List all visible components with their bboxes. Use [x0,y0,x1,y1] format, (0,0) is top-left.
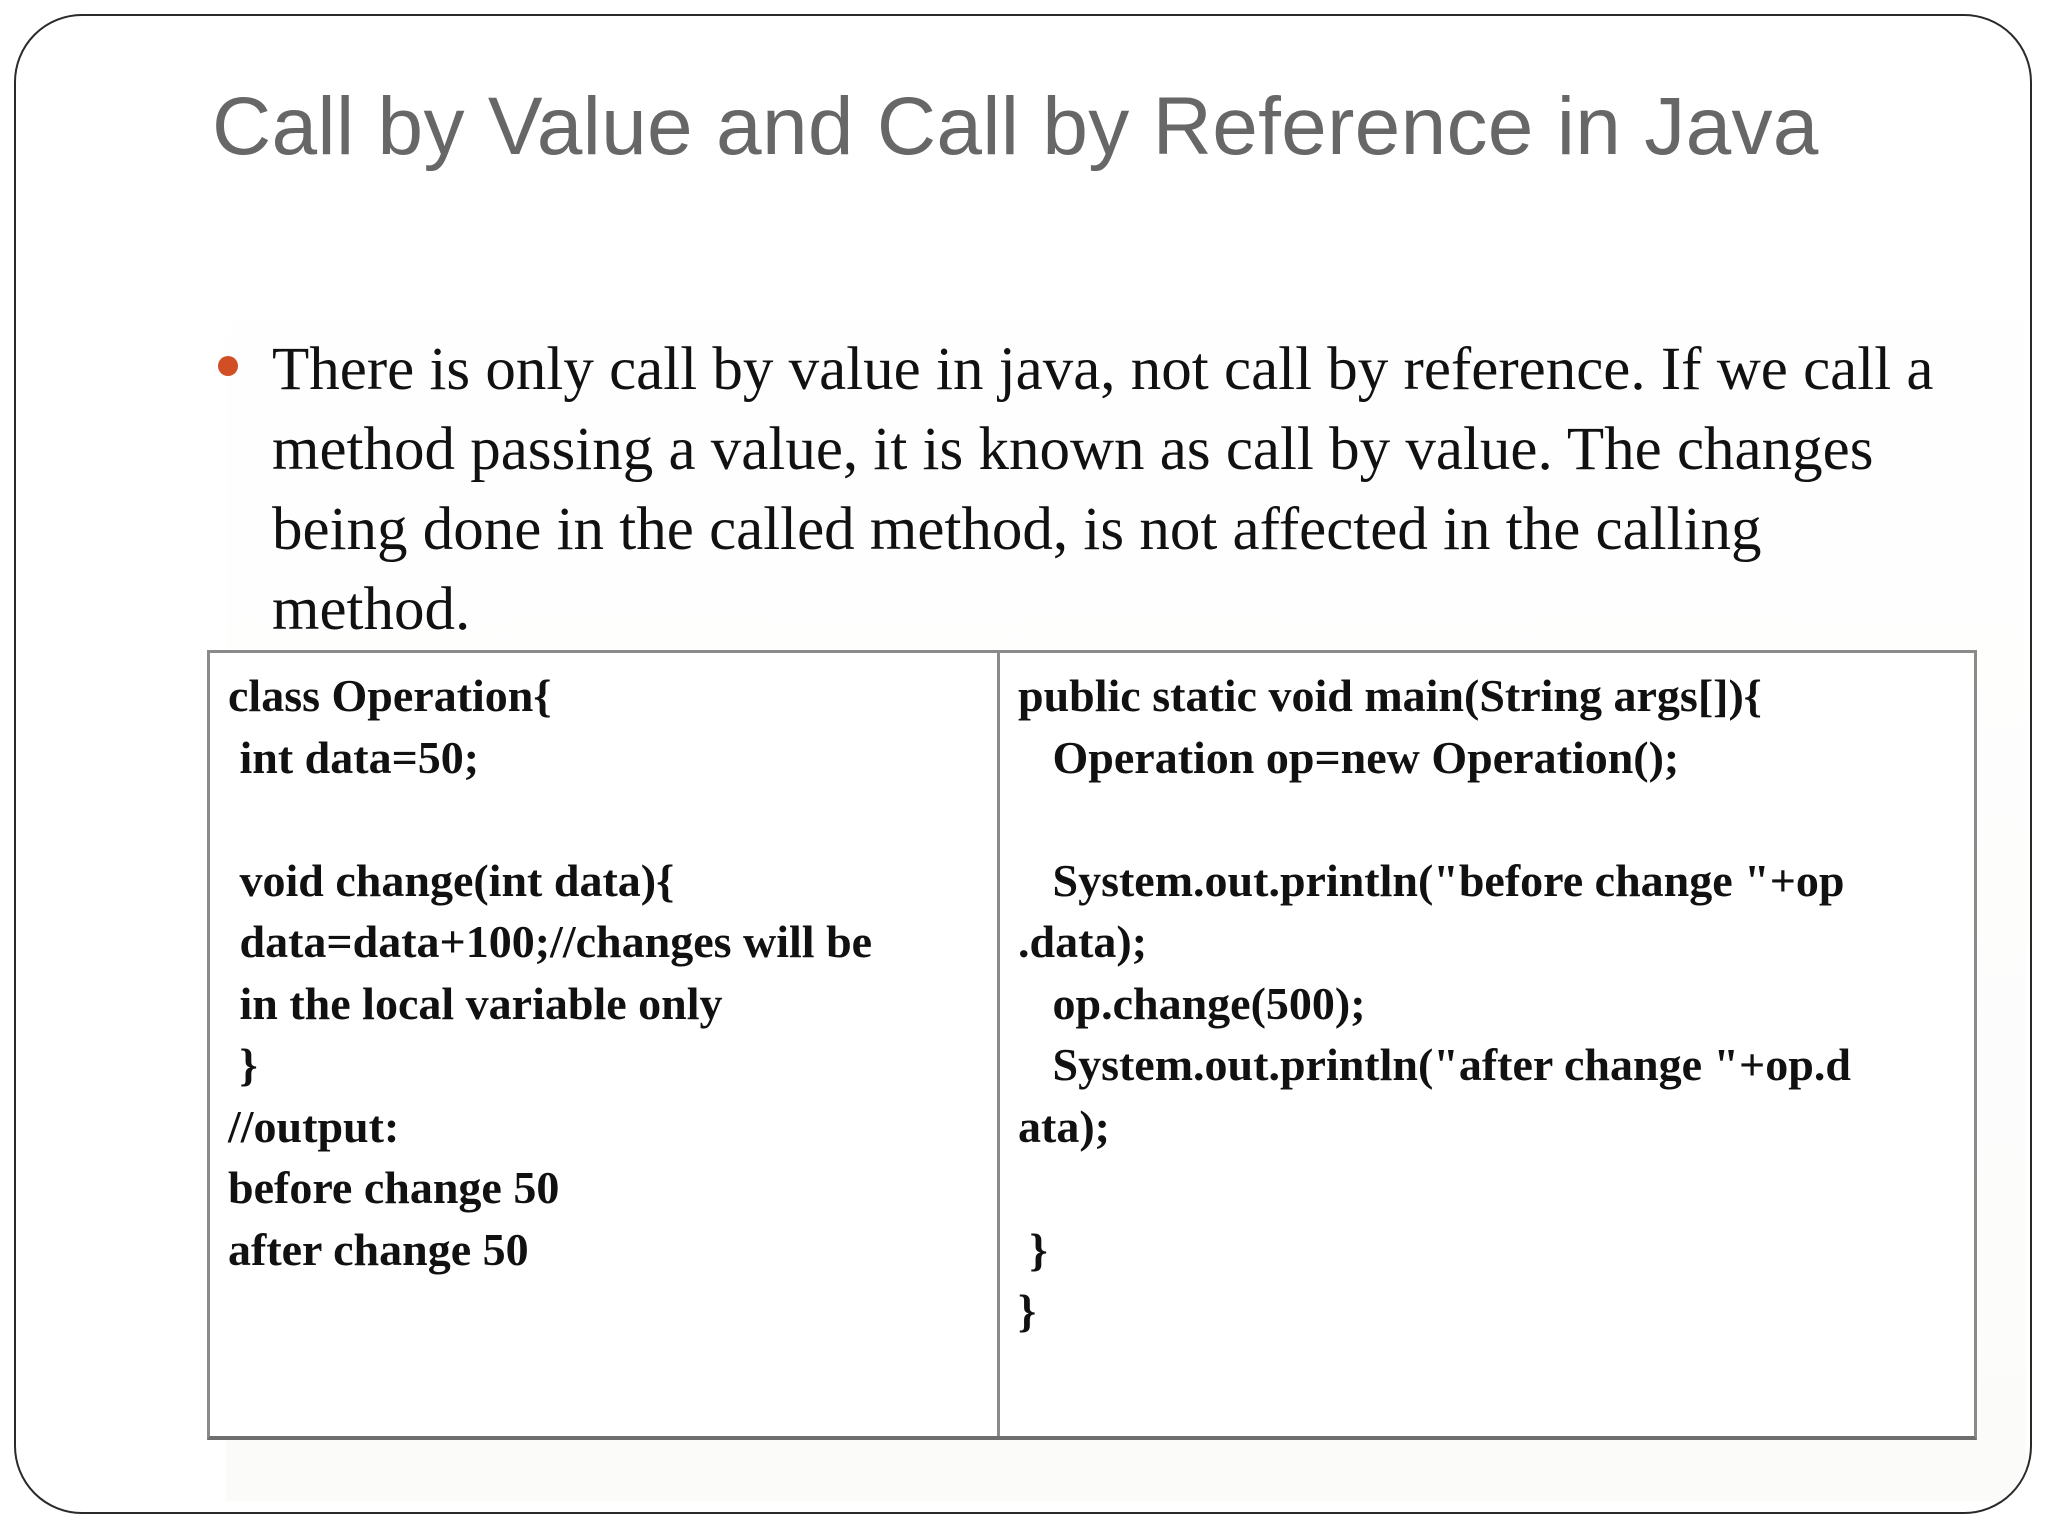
code-cell-main-method [1000,653,1974,1436]
code-table [207,650,1977,1440]
bullet-point-icon [218,356,238,376]
code-line: //output: [228,1100,400,1152]
code-line: data=data+100;//changes will be [228,916,873,967]
code-line: void change(int data){ [228,854,675,906]
code-line: int data=50; [228,731,480,783]
code-line: op.change(500); [1018,977,1366,1029]
code-line: class Operation{ [228,670,552,721]
code-line: Operation op=new Operation(); [1018,731,1680,783]
code-line [1018,1157,1956,1219]
code-line: ata); [1018,1100,1110,1152]
code-line: System.out.println("before change "+op [1018,854,1845,906]
code-line: } [228,1039,258,1090]
code-line: in the local variable only [228,977,723,1029]
slide-title: Call by Value and Call by Reference in Java [212,81,1819,172]
bullet-text: There is only call by value in java, not call by reference. If we call a method passing a value, it is known as call by value. The changes being done in the called method, is not affected in the calling method. [272,336,1934,643]
code-line [1018,788,1956,850]
code-line: before change 50 [228,1162,560,1213]
code-cell-operation-class [210,653,1000,1436]
code-line [228,788,979,850]
code-line: System.out.println("after change "+op.d [1018,1039,1851,1090]
code-line: after change 50 [228,1223,529,1275]
code-line: public static void main(String args[]){ [1018,670,1762,721]
code-line: .data); [1018,916,1148,967]
code-line: } [1018,1285,1037,1336]
code-line: } [1018,1223,1048,1275]
